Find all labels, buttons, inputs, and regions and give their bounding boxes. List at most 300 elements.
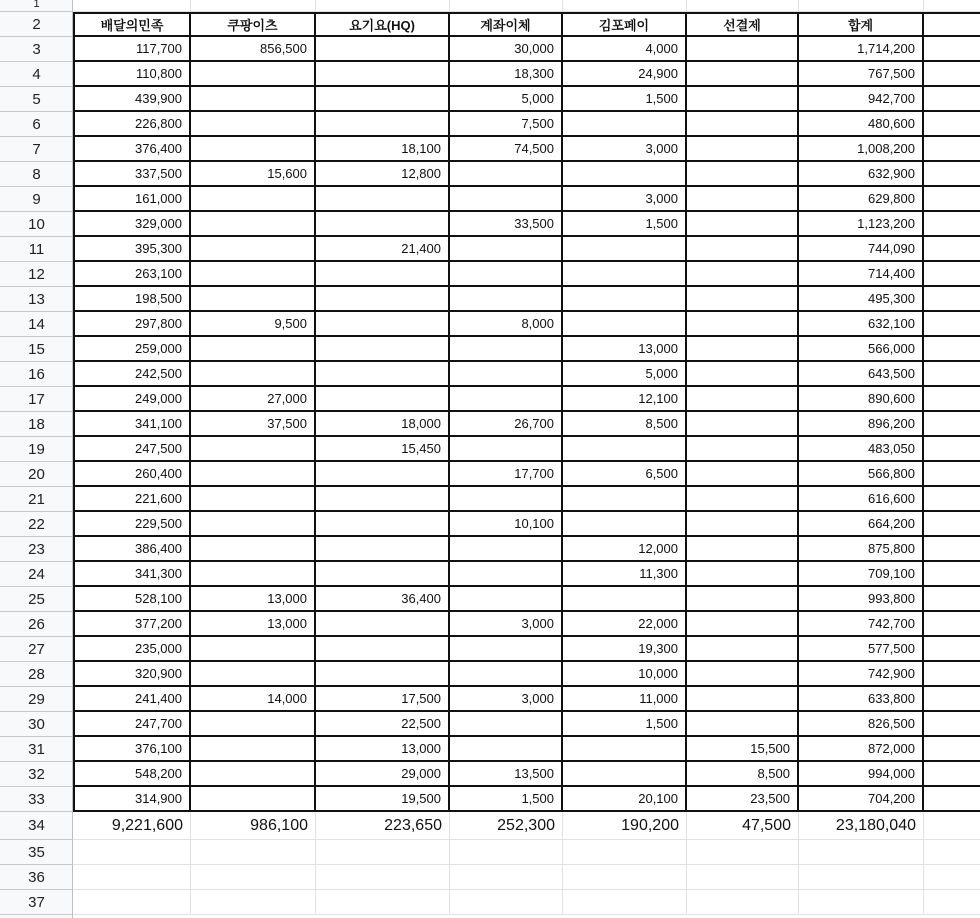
table-cell[interactable] — [316, 562, 450, 587]
table-cell[interactable]: 241,400 — [73, 687, 191, 712]
column-header[interactable]: 배달의민족 — [73, 12, 191, 37]
table-cell[interactable] — [563, 162, 687, 187]
table-cell[interactable]: 337,500 — [73, 162, 191, 187]
table-cell[interactable] — [316, 312, 450, 337]
table-cell[interactable]: 24,900 — [563, 62, 687, 87]
row-header-29[interactable]: 29 — [0, 687, 73, 712]
table-cell[interactable] — [316, 262, 450, 287]
table-cell[interactable] — [924, 562, 980, 587]
row-header-17[interactable]: 17 — [0, 387, 73, 412]
table-cell[interactable] — [316, 662, 450, 687]
table-cell[interactable] — [316, 462, 450, 487]
table-cell[interactable]: 21,400 — [316, 237, 450, 262]
table-cell[interactable] — [316, 212, 450, 237]
table-cell[interactable]: 74,500 — [450, 137, 563, 162]
table-cell[interactable] — [687, 612, 799, 637]
table-cell[interactable] — [316, 362, 450, 387]
table-cell[interactable] — [316, 0, 450, 12]
table-cell[interactable]: 994,000 — [799, 762, 924, 787]
table-cell[interactable]: 704,200 — [799, 787, 924, 812]
table-cell[interactable] — [73, 0, 191, 12]
table-cell[interactable]: 483,050 — [799, 437, 924, 462]
table-cell[interactable] — [924, 387, 980, 412]
table-cell[interactable] — [687, 387, 799, 412]
table-cell[interactable] — [450, 562, 563, 587]
table-cell[interactable] — [687, 112, 799, 137]
table-cell[interactable] — [687, 712, 799, 737]
table-cell[interactable] — [450, 287, 563, 312]
table-cell[interactable]: 1,714,200 — [799, 37, 924, 62]
table-cell[interactable]: 386,400 — [73, 537, 191, 562]
table-cell[interactable] — [924, 687, 980, 712]
table-cell[interactable]: 37,500 — [191, 412, 316, 437]
table-cell[interactable] — [687, 137, 799, 162]
table-cell[interactable] — [687, 412, 799, 437]
table-cell[interactable] — [450, 537, 563, 562]
table-cell[interactable] — [924, 890, 980, 915]
total-cell[interactable]: 252,300 — [450, 812, 563, 840]
table-cell[interactable] — [316, 37, 450, 62]
table-cell[interactable] — [924, 262, 980, 287]
table-cell[interactable] — [687, 687, 799, 712]
table-cell[interactable]: 19,300 — [563, 637, 687, 662]
table-cell[interactable]: 548,200 — [73, 762, 191, 787]
table-cell[interactable]: 10,100 — [450, 512, 563, 537]
table-cell[interactable]: 11,300 — [563, 562, 687, 587]
table-cell[interactable] — [924, 212, 980, 237]
table-cell[interactable] — [563, 762, 687, 787]
table-cell[interactable] — [316, 287, 450, 312]
row-header-18[interactable]: 18 — [0, 412, 73, 437]
table-cell[interactable]: 18,300 — [450, 62, 563, 87]
table-cell[interactable]: 566,800 — [799, 462, 924, 487]
row-header-5[interactable]: 5 — [0, 87, 73, 112]
table-cell[interactable] — [191, 462, 316, 487]
table-cell[interactable]: 263,100 — [73, 262, 191, 287]
total-cell[interactable]: 223,650 — [316, 812, 450, 840]
table-cell[interactable] — [316, 337, 450, 362]
row-header-30[interactable]: 30 — [0, 712, 73, 737]
table-cell[interactable] — [924, 812, 980, 840]
table-cell[interactable]: 110,800 — [73, 62, 191, 87]
table-cell[interactable] — [924, 337, 980, 362]
row-header-10[interactable]: 10 — [0, 212, 73, 237]
table-cell[interactable]: 3,000 — [563, 137, 687, 162]
table-cell[interactable]: 742,700 — [799, 612, 924, 637]
table-cell[interactable]: 226,800 — [73, 112, 191, 137]
table-cell[interactable]: 1,008,200 — [799, 137, 924, 162]
table-cell[interactable] — [73, 840, 191, 865]
table-cell[interactable]: 341,100 — [73, 412, 191, 437]
row-header-37[interactable]: 37 — [0, 890, 73, 915]
total-cell[interactable]: 47,500 — [687, 812, 799, 840]
table-cell[interactable]: 896,200 — [799, 412, 924, 437]
table-cell[interactable]: 9,500 — [191, 312, 316, 337]
table-cell[interactable]: 616,600 — [799, 487, 924, 512]
table-cell[interactable] — [924, 762, 980, 787]
table-cell[interactable] — [687, 662, 799, 687]
table-cell[interactable]: 872,000 — [799, 737, 924, 762]
table-cell[interactable] — [450, 865, 563, 890]
table-cell[interactable] — [316, 890, 450, 915]
table-cell[interactable]: 632,900 — [799, 162, 924, 187]
table-cell[interactable] — [687, 840, 799, 865]
row-header-35[interactable]: 35 — [0, 840, 73, 865]
table-cell[interactable] — [450, 237, 563, 262]
row-header-11[interactable]: 11 — [0, 237, 73, 262]
table-cell[interactable]: 1,500 — [563, 87, 687, 112]
table-cell[interactable] — [191, 262, 316, 287]
table-cell[interactable] — [450, 840, 563, 865]
table-cell[interactable]: 242,500 — [73, 362, 191, 387]
table-cell[interactable] — [316, 187, 450, 212]
table-cell[interactable]: 8,500 — [687, 762, 799, 787]
table-cell[interactable]: 633,800 — [799, 687, 924, 712]
table-cell[interactable]: 13,000 — [191, 612, 316, 637]
table-cell[interactable] — [924, 737, 980, 762]
table-cell[interactable]: 528,100 — [73, 587, 191, 612]
table-cell[interactable] — [563, 237, 687, 262]
table-cell[interactable] — [687, 637, 799, 662]
table-cell[interactable] — [191, 562, 316, 587]
table-cell[interactable] — [563, 112, 687, 137]
table-cell[interactable] — [316, 865, 450, 890]
table-cell[interactable]: 742,900 — [799, 662, 924, 687]
row-header-21[interactable]: 21 — [0, 487, 73, 512]
table-cell[interactable]: 22,000 — [563, 612, 687, 637]
table-cell[interactable]: 5,000 — [450, 87, 563, 112]
table-cell[interactable]: 993,800 — [799, 587, 924, 612]
table-cell[interactable] — [687, 562, 799, 587]
total-cell[interactable]: 9,221,600 — [73, 812, 191, 840]
table-cell[interactable] — [191, 637, 316, 662]
row-header-16[interactable]: 16 — [0, 362, 73, 387]
table-cell[interactable] — [73, 865, 191, 890]
table-cell[interactable] — [450, 662, 563, 687]
table-cell[interactable] — [924, 512, 980, 537]
column-header[interactable]: 계좌이체 — [450, 12, 563, 37]
table-cell[interactable]: 235,000 — [73, 637, 191, 662]
table-cell[interactable] — [924, 462, 980, 487]
table-cell[interactable] — [687, 462, 799, 487]
row-header-24[interactable]: 24 — [0, 562, 73, 587]
table-cell[interactable] — [924, 237, 980, 262]
table-cell[interactable]: 1,500 — [563, 212, 687, 237]
row-header-4[interactable]: 4 — [0, 62, 73, 87]
table-cell[interactable] — [687, 212, 799, 237]
table-cell[interactable] — [316, 512, 450, 537]
table-cell[interactable]: 5,000 — [563, 362, 687, 387]
table-cell[interactable] — [563, 312, 687, 337]
table-cell[interactable]: 247,700 — [73, 712, 191, 737]
table-cell[interactable] — [924, 137, 980, 162]
table-cell[interactable] — [687, 437, 799, 462]
table-cell[interactable]: 8,500 — [563, 412, 687, 437]
table-cell[interactable]: 23,500 — [687, 787, 799, 812]
table-cell[interactable]: 664,200 — [799, 512, 924, 537]
table-cell[interactable] — [687, 162, 799, 187]
table-cell[interactable]: 12,800 — [316, 162, 450, 187]
table-cell[interactable]: 20,100 — [563, 787, 687, 812]
table-cell[interactable] — [191, 737, 316, 762]
table-cell[interactable] — [563, 512, 687, 537]
table-cell[interactable] — [450, 337, 563, 362]
table-cell[interactable]: 15,450 — [316, 437, 450, 462]
column-header[interactable]: 합계 — [799, 12, 924, 37]
table-cell[interactable]: 629,800 — [799, 187, 924, 212]
table-cell[interactable]: 29,000 — [316, 762, 450, 787]
table-cell[interactable]: 259,000 — [73, 337, 191, 362]
table-cell[interactable]: 744,090 — [799, 237, 924, 262]
table-cell[interactable]: 18,100 — [316, 137, 450, 162]
table-cell[interactable] — [687, 512, 799, 537]
table-cell[interactable] — [924, 12, 980, 37]
table-cell[interactable] — [687, 587, 799, 612]
table-cell[interactable]: 247,500 — [73, 437, 191, 462]
table-cell[interactable]: 229,500 — [73, 512, 191, 537]
table-cell[interactable]: 161,000 — [73, 187, 191, 212]
table-cell[interactable] — [450, 587, 563, 612]
table-cell[interactable] — [924, 662, 980, 687]
table-cell[interactable]: 17,700 — [450, 462, 563, 487]
table-cell[interactable] — [924, 0, 980, 12]
table-cell[interactable] — [924, 587, 980, 612]
table-cell[interactable]: 15,500 — [687, 737, 799, 762]
row-header-36[interactable]: 36 — [0, 865, 73, 890]
table-cell[interactable] — [924, 112, 980, 137]
table-cell[interactable] — [191, 487, 316, 512]
table-cell[interactable] — [450, 162, 563, 187]
table-cell[interactable]: 7,500 — [450, 112, 563, 137]
row-header-20[interactable]: 20 — [0, 462, 73, 487]
table-cell[interactable]: 249,000 — [73, 387, 191, 412]
table-cell[interactable] — [687, 237, 799, 262]
table-cell[interactable]: 875,800 — [799, 537, 924, 562]
row-header-27[interactable]: 27 — [0, 637, 73, 662]
table-cell[interactable] — [924, 612, 980, 637]
table-cell[interactable]: 3,000 — [450, 612, 563, 637]
table-cell[interactable] — [563, 262, 687, 287]
table-cell[interactable] — [563, 587, 687, 612]
table-cell[interactable]: 3,000 — [450, 687, 563, 712]
table-cell[interactable] — [450, 712, 563, 737]
row-header-25[interactable]: 25 — [0, 587, 73, 612]
table-cell[interactable] — [924, 37, 980, 62]
table-cell[interactable]: 4,000 — [563, 37, 687, 62]
row-header-15[interactable]: 15 — [0, 337, 73, 362]
table-cell[interactable] — [687, 262, 799, 287]
table-cell[interactable]: 632,100 — [799, 312, 924, 337]
table-cell[interactable] — [924, 840, 980, 865]
table-cell[interactable]: 314,900 — [73, 787, 191, 812]
table-cell[interactable]: 26,700 — [450, 412, 563, 437]
table-cell[interactable] — [191, 787, 316, 812]
total-cell[interactable]: 190,200 — [563, 812, 687, 840]
table-cell[interactable]: 12,000 — [563, 537, 687, 562]
table-cell[interactable] — [73, 890, 191, 915]
row-header-23[interactable]: 23 — [0, 537, 73, 562]
table-cell[interactable]: 17,500 — [316, 687, 450, 712]
table-cell[interactable] — [563, 487, 687, 512]
table-cell[interactable]: 221,600 — [73, 487, 191, 512]
table-cell[interactable] — [316, 87, 450, 112]
table-cell[interactable] — [450, 890, 563, 915]
row-header-14[interactable]: 14 — [0, 312, 73, 337]
table-cell[interactable]: 714,400 — [799, 262, 924, 287]
table-cell[interactable]: 30,000 — [450, 37, 563, 62]
table-cell[interactable]: 3,000 — [563, 187, 687, 212]
table-cell[interactable]: 643,500 — [799, 362, 924, 387]
table-cell[interactable]: 856,500 — [191, 37, 316, 62]
table-cell[interactable]: 13,500 — [450, 762, 563, 787]
table-cell[interactable]: 198,500 — [73, 287, 191, 312]
table-cell[interactable] — [316, 840, 450, 865]
row-header-7[interactable]: 7 — [0, 137, 73, 162]
table-cell[interactable]: 10,000 — [563, 662, 687, 687]
table-cell[interactable]: 376,400 — [73, 137, 191, 162]
table-cell[interactable] — [924, 187, 980, 212]
total-cell[interactable]: 986,100 — [191, 812, 316, 840]
table-cell[interactable]: 260,400 — [73, 462, 191, 487]
table-cell[interactable]: 33,500 — [450, 212, 563, 237]
table-cell[interactable] — [799, 840, 924, 865]
row-header-22[interactable]: 22 — [0, 512, 73, 537]
table-cell[interactable]: 767,500 — [799, 62, 924, 87]
table-cell[interactable]: 13,000 — [563, 337, 687, 362]
total-cell[interactable]: 23,180,040 — [799, 812, 924, 840]
table-cell[interactable] — [191, 840, 316, 865]
table-cell[interactable] — [191, 437, 316, 462]
table-cell[interactable]: 27,000 — [191, 387, 316, 412]
table-cell[interactable] — [924, 787, 980, 812]
table-cell[interactable] — [687, 312, 799, 337]
table-cell[interactable]: 826,500 — [799, 712, 924, 737]
row-header-8[interactable]: 8 — [0, 162, 73, 187]
table-cell[interactable]: 13,000 — [191, 587, 316, 612]
table-cell[interactable] — [191, 712, 316, 737]
table-cell[interactable] — [563, 287, 687, 312]
table-cell[interactable] — [191, 112, 316, 137]
table-cell[interactable] — [687, 362, 799, 387]
column-header[interactable]: 요기요(HQ) — [316, 12, 450, 37]
table-cell[interactable] — [687, 337, 799, 362]
row-header-9[interactable]: 9 — [0, 187, 73, 212]
table-cell[interactable] — [924, 637, 980, 662]
table-cell[interactable]: 320,900 — [73, 662, 191, 687]
table-cell[interactable] — [924, 487, 980, 512]
table-cell[interactable] — [191, 662, 316, 687]
table-cell[interactable] — [450, 362, 563, 387]
table-cell[interactable]: 117,700 — [73, 37, 191, 62]
column-header[interactable]: 쿠팡이츠 — [191, 12, 316, 37]
table-cell[interactable]: 341,300 — [73, 562, 191, 587]
table-cell[interactable] — [316, 62, 450, 87]
table-cell[interactable] — [563, 437, 687, 462]
table-cell[interactable] — [191, 87, 316, 112]
table-cell[interactable] — [450, 487, 563, 512]
table-cell[interactable]: 942,700 — [799, 87, 924, 112]
column-header[interactable]: 김포페이 — [563, 12, 687, 37]
table-cell[interactable]: 577,500 — [799, 637, 924, 662]
table-cell[interactable] — [799, 0, 924, 12]
table-cell[interactable] — [687, 187, 799, 212]
row-header-2[interactable]: 2 — [0, 12, 73, 37]
table-cell[interactable] — [450, 737, 563, 762]
table-cell[interactable] — [687, 890, 799, 915]
table-cell[interactable]: 709,100 — [799, 562, 924, 587]
table-cell[interactable]: 1,123,200 — [799, 212, 924, 237]
table-cell[interactable]: 22,500 — [316, 712, 450, 737]
table-cell[interactable] — [924, 362, 980, 387]
table-cell[interactable] — [450, 387, 563, 412]
table-cell[interactable] — [563, 890, 687, 915]
row-header-32[interactable]: 32 — [0, 762, 73, 787]
table-cell[interactable] — [924, 865, 980, 890]
table-cell[interactable] — [799, 865, 924, 890]
table-cell[interactable] — [687, 37, 799, 62]
table-cell[interactable]: 329,000 — [73, 212, 191, 237]
table-cell[interactable]: 12,100 — [563, 387, 687, 412]
table-cell[interactable]: 36,400 — [316, 587, 450, 612]
table-cell[interactable] — [924, 312, 980, 337]
row-header-33[interactable]: 33 — [0, 787, 73, 812]
table-cell[interactable]: 395,300 — [73, 237, 191, 262]
table-cell[interactable] — [924, 87, 980, 112]
table-cell[interactable]: 11,000 — [563, 687, 687, 712]
table-cell[interactable]: 297,800 — [73, 312, 191, 337]
table-cell[interactable]: 566,000 — [799, 337, 924, 362]
table-cell[interactable] — [191, 362, 316, 387]
table-cell[interactable] — [687, 0, 799, 12]
table-cell[interactable] — [191, 865, 316, 890]
row-header-31[interactable]: 31 — [0, 737, 73, 762]
table-cell[interactable]: 377,200 — [73, 612, 191, 637]
table-cell[interactable] — [191, 137, 316, 162]
table-cell[interactable] — [563, 0, 687, 12]
column-header[interactable]: 선결제 — [687, 12, 799, 37]
table-cell[interactable] — [687, 87, 799, 112]
table-cell[interactable] — [924, 287, 980, 312]
row-header-3[interactable]: 3 — [0, 37, 73, 62]
table-cell[interactable] — [191, 187, 316, 212]
table-cell[interactable] — [191, 337, 316, 362]
table-cell[interactable]: 1,500 — [450, 787, 563, 812]
table-cell[interactable] — [450, 637, 563, 662]
row-header-1[interactable]: 1 — [0, 0, 73, 12]
table-cell[interactable]: 480,600 — [799, 112, 924, 137]
row-header-6[interactable]: 6 — [0, 112, 73, 137]
table-cell[interactable] — [191, 890, 316, 915]
table-cell[interactable] — [924, 712, 980, 737]
table-cell[interactable] — [687, 865, 799, 890]
table-cell[interactable] — [687, 287, 799, 312]
table-cell[interactable] — [450, 0, 563, 12]
table-cell[interactable]: 6,500 — [563, 462, 687, 487]
row-header-34[interactable]: 34 — [0, 812, 73, 840]
table-cell[interactable] — [316, 387, 450, 412]
table-cell[interactable] — [191, 0, 316, 12]
table-cell[interactable] — [799, 890, 924, 915]
table-cell[interactable] — [687, 537, 799, 562]
table-cell[interactable]: 19,500 — [316, 787, 450, 812]
row-header-19[interactable]: 19 — [0, 437, 73, 462]
table-cell[interactable]: 15,600 — [191, 162, 316, 187]
table-cell[interactable]: 14,000 — [191, 687, 316, 712]
table-cell[interactable] — [191, 237, 316, 262]
table-cell[interactable]: 376,100 — [73, 737, 191, 762]
table-cell[interactable] — [687, 487, 799, 512]
table-cell[interactable] — [316, 537, 450, 562]
